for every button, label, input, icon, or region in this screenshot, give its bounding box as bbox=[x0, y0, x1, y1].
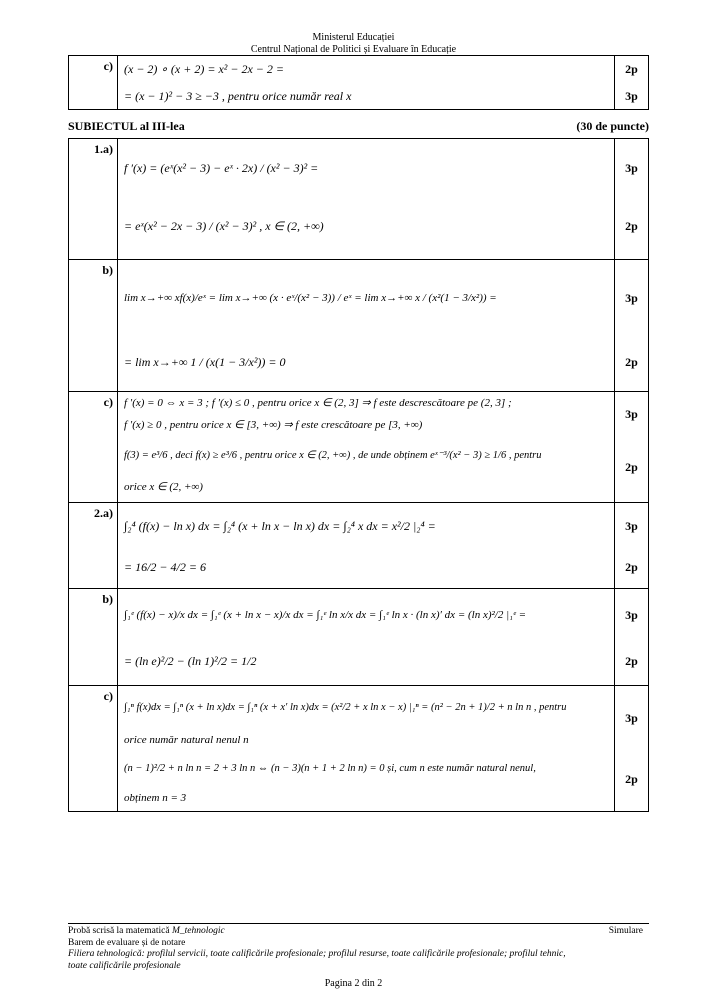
solution-line: f(3) = e³/6 , deci f(x) ≥ e³/6 , pentru orice x ∈ (2, +∞) , de unde obținem eˣ⁻³/(x² − 3) ≥ 1/6 , pentru bbox=[124, 450, 542, 461]
ministry-name: Ministerul Educației bbox=[312, 32, 395, 43]
points-value: 2p bbox=[625, 772, 638, 786]
points-value: 2p bbox=[625, 355, 638, 369]
top-row-2-points: 3p bbox=[625, 88, 638, 103]
grading-table bbox=[68, 138, 649, 812]
solution-line: = lim x→+∞ 1 / (x(1 − 3/x²)) = 0 bbox=[124, 355, 286, 369]
solution-line: (n − 1)²/2 + n ln n = 2 + 3 ln n ⇔ (n − 3)(n + 1 + 2 ln n) = 0 și, cum n este număr natural nenul, bbox=[124, 763, 536, 774]
top-row-2: = (x − 1)² − 3 ≥ −3 , pentru orice număr real x bbox=[124, 88, 352, 103]
points-value: 2p bbox=[625, 219, 638, 233]
footer-profile-2: toate calificările profesionale bbox=[68, 960, 181, 971]
footer-subject: M_tehnologic bbox=[171, 926, 225, 936]
item-label: c) bbox=[69, 56, 118, 110]
points-value: 2p bbox=[625, 460, 638, 474]
item-label: b) bbox=[69, 260, 118, 392]
points-value: 3p bbox=[625, 291, 638, 305]
footer-profile-1: Filiera tehnologică: profilul servicii, toate calificările profesionale; profilul resurse, toate calificările profesionale; profilul tehnic, bbox=[68, 949, 566, 959]
center-name: Centrul Național de Politici și Evaluare în Educație bbox=[250, 44, 457, 55]
footer-divider bbox=[68, 923, 649, 924]
solution-line: f ′(x) ≥ 0 , pentru orice x ∈ [3, +∞) ⇒ f este crescătoare pe [3, +∞) bbox=[124, 419, 423, 431]
solution-line: obținem n = 3 bbox=[124, 792, 187, 804]
points-value: 2p bbox=[625, 654, 638, 668]
solution-line: ∫₂⁴ (f(x) − ln x) dx = ∫₂⁴ (x + ln x − ln x) dx = ∫₂⁴ x dx = x²/2 |₂⁴ = bbox=[124, 519, 436, 533]
document-header bbox=[0, 32, 707, 56]
solution-line: ∫₁ᵉ (f(x) − x)/x dx = ∫₁ᵉ (x + ln x − x)/x dx = ∫₁ᵉ ln x/x dx = ∫₁ᵉ ln x · (ln x)′ dx = (ln x)²/2 |₁ᵉ = bbox=[124, 609, 527, 621]
item-label: b) bbox=[69, 589, 118, 686]
solution-line: lim x→+∞ xf(x)/eˣ = lim x→+∞ (x · eˣ/(x² − 3)) / eˣ = lim x→+∞ x / (x²(1 − 3/x²)) = bbox=[124, 292, 497, 304]
solution-line: = eˣ(x² − 2x − 3) / (x² − 3)² , x ∈ (2, +∞) bbox=[124, 219, 324, 233]
page-number: Pagina 2 din 2 bbox=[324, 978, 383, 989]
item-row-1b bbox=[69, 260, 649, 392]
item-label: 2.a) bbox=[69, 503, 118, 589]
solution-line: orice x ∈ (2, +∞) bbox=[124, 481, 203, 493]
solution-line: f ′(x) = (eˣ(x² − 3) − eˣ · 2x) / (x² − 3)² = bbox=[124, 161, 319, 175]
points-value: 3p bbox=[625, 161, 638, 175]
footer-exam-label: Probă scrisă la matematică bbox=[68, 926, 172, 936]
item-row-2a bbox=[69, 503, 649, 589]
document-footer bbox=[68, 926, 649, 972]
solution-line: = (ln e)²/2 − (ln 1)²/2 = 1/2 bbox=[124, 654, 257, 668]
top-row-1: (x − 2) ∘ (x + 2) = x² − 2x − 2 = bbox=[124, 62, 284, 76]
subject-title: SUBIECTUL al III-lea bbox=[68, 119, 185, 133]
top-row-1-points: 2p bbox=[625, 62, 638, 76]
points-value: 3p bbox=[625, 519, 638, 533]
points-value: 2p bbox=[625, 560, 638, 574]
top-block-table bbox=[68, 55, 649, 110]
solution-line: ∫₁ⁿ f(x)dx = ∫₁ⁿ (x + ln x)dx = ∫₁ⁿ (x + x′ ln x)dx = (x²/2 + x ln x − x) |₁ⁿ = (n² − 2n + 1)/2 + n ln n , pentru bbox=[124, 702, 567, 713]
solution-line: = 16/2 − 4/2 = 6 bbox=[124, 560, 206, 574]
points-value: 3p bbox=[625, 407, 638, 421]
item-row-1c bbox=[69, 392, 649, 503]
points-value: 3p bbox=[625, 608, 638, 622]
subject-points: (30 de puncte) bbox=[576, 119, 649, 133]
footer-session: Simulare bbox=[608, 926, 643, 936]
item-label: c) bbox=[69, 686, 118, 812]
solution-line: f ′(x) = 0 ⇔ x = 3 ; f ′(x) ≤ 0 , pentru orice x ∈ (2, 3] ⇒ f este descrescătoare pe (2, 3] ; bbox=[124, 397, 512, 409]
solution-line: orice număr natural nenul n bbox=[124, 734, 249, 746]
item-row-1a bbox=[69, 139, 649, 260]
item-row-2b bbox=[69, 589, 649, 686]
item-label: 1.a) bbox=[69, 139, 118, 260]
item-row-2c bbox=[69, 686, 649, 812]
points-value: 3p bbox=[625, 711, 638, 725]
footer-barem: Barem de evaluare și de notare bbox=[68, 937, 186, 948]
item-label: c) bbox=[69, 392, 118, 503]
